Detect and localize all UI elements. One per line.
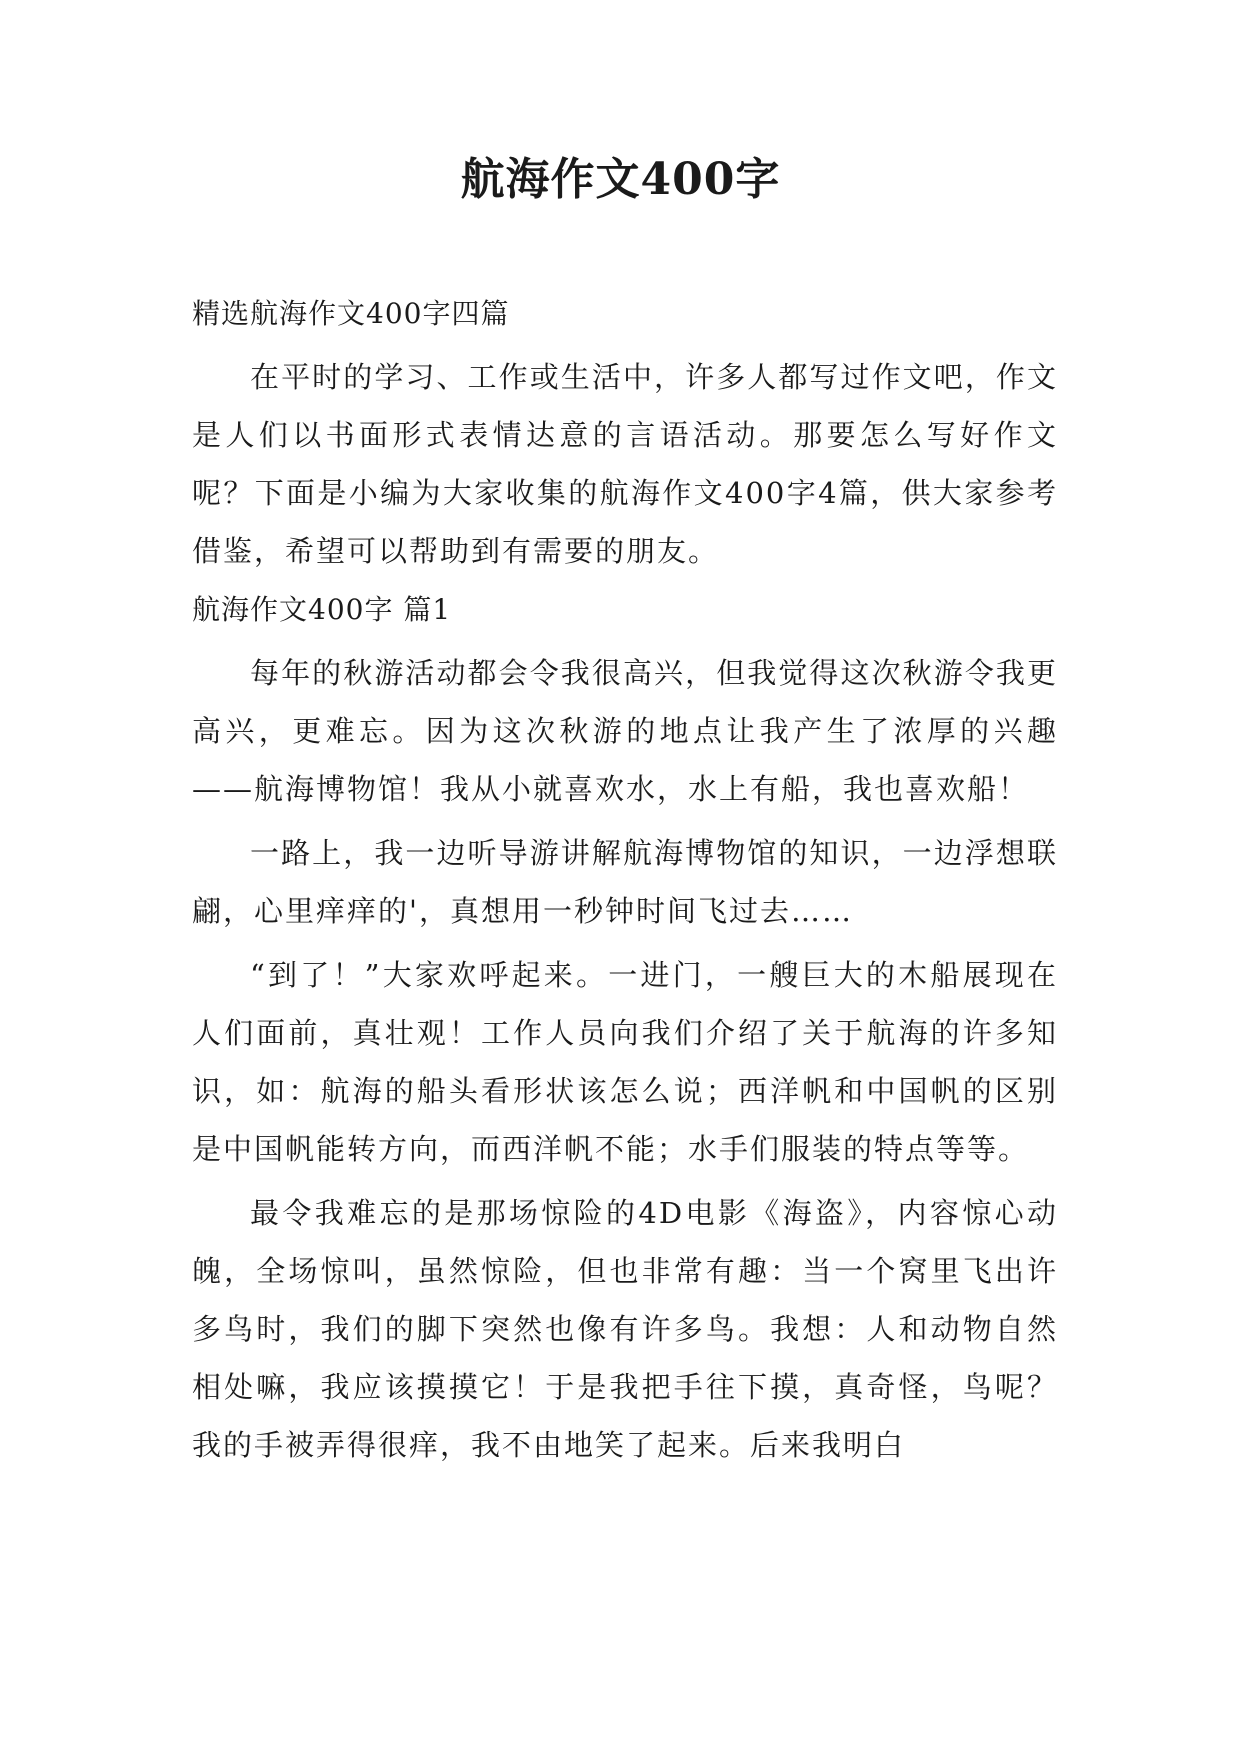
- body-paragraph-4: 最令我难忘的是那场惊险的4D电影《海盗》，内容惊心动魄，全场惊叫，虽然惊险，但也非常有趣：当一个窝里飞出许多鸟时，我们的脚下突然也像有许多鸟。我想：人和动物自然相处嘛，我应该摸摸它！于是我把手往下摸，真奇怪，鸟呢？我的手被弄得很痒，我不由地笑了起来。后来我明白: [192, 1196, 1058, 1462]
- body-paragraph-2: 一路上，我一边听导游讲解航海博物馆的知识，一边浮想联翩，心里痒痒的'，真想用一秒钟时间飞过去……: [192, 836, 1058, 928]
- body-paragraph-1: 每年的秋游活动都会令我很高兴，但我觉得这次秋游令我更高兴，更难忘。因为这次秋游的地点让我产生了浓厚的兴趣——航海博物馆！我从小就喜欢水，水上有船，我也喜欢船！: [192, 656, 1058, 806]
- document-subtitle: 精选航海作文400字四篇: [192, 297, 510, 330]
- body-paragraph-3: “到了！”大家欢呼起来。一进门，一艘巨大的木船展现在人们面前，真壮观！工作人员向我们介绍了关于航海的许多知识，如：航海的船头看形状该怎么说；西洋帆和中国帆的区别是中国帆能转方向，而西洋帆不能；水手们服装的特点等等。: [192, 958, 1058, 1166]
- document-body: [192, 290, 1058, 1474]
- intro-paragraph: 在平时的学习、工作或生活中，许多人都写过作文吧，作文是人们以书面形式表情达意的言语活动。那要怎么写好作文呢？下面是小编为大家收集的航海作文400字4篇，供大家参考借鉴，希望可以帮助到有需要的朋友。: [192, 360, 1058, 568]
- section-heading: 航海作文400字 篇1: [192, 593, 452, 626]
- document-title: 航海作文400字: [460, 154, 781, 205]
